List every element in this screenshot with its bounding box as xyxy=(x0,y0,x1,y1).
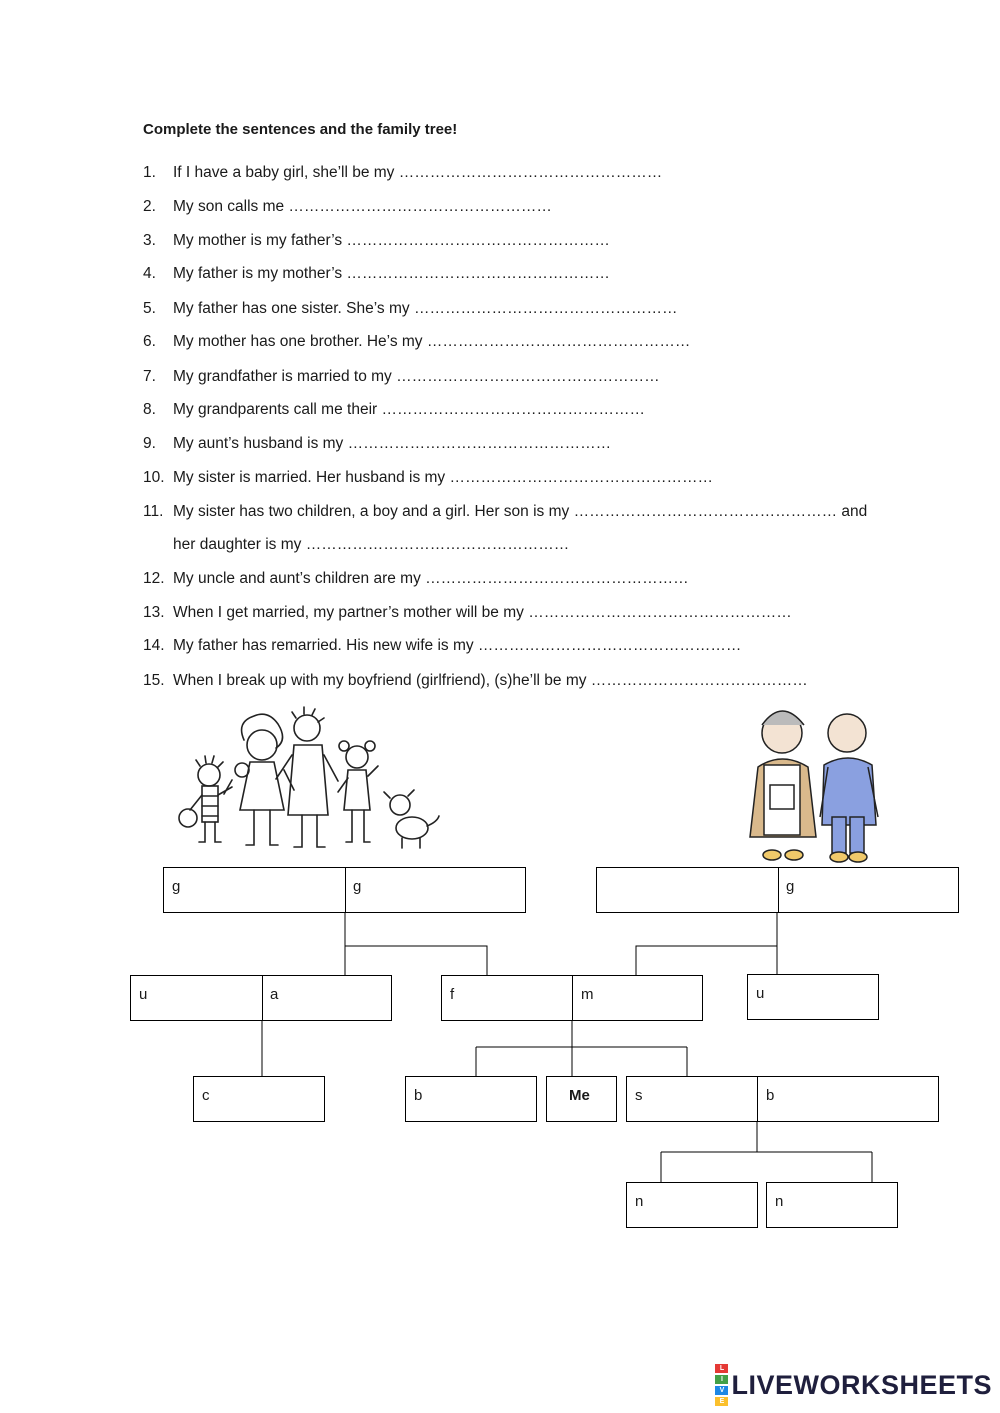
answer-blank[interactable]: …………………………………………… xyxy=(477,637,742,654)
grandparent-right-2-field[interactable]: g xyxy=(786,878,795,895)
answer-blank[interactable]: …………………………………………… xyxy=(288,198,552,215)
uncle-aunt-box xyxy=(130,975,392,1021)
me-box xyxy=(546,1076,617,1122)
question-text: If I have a baby girl, she’ll be my xyxy=(173,164,399,181)
answer-blank[interactable]: …………………………………………… xyxy=(413,300,678,317)
brother-field[interactable]: b xyxy=(414,1087,423,1104)
answer-blank[interactable]: …………………………………………… xyxy=(449,469,713,486)
sister-field[interactable]: s xyxy=(635,1087,643,1104)
question-text: My aunt’s husband is my xyxy=(173,435,348,452)
question-text: My son calls me xyxy=(173,198,289,215)
cousin-field[interactable]: c xyxy=(202,1087,210,1104)
parents-box xyxy=(441,975,703,1021)
question-number: 7. xyxy=(143,368,156,385)
brand-name: LIVEWORKSHEETS xyxy=(731,1369,992,1400)
question-number: 1. xyxy=(143,164,156,181)
question-text: My mother has one brother. He’s my xyxy=(173,333,427,350)
badge-letter-e: E xyxy=(715,1397,728,1406)
mother-field[interactable]: m xyxy=(581,986,594,1003)
question-text: My sister is married. Her husband is my xyxy=(173,469,450,486)
question-number: 8. xyxy=(143,401,156,418)
sister-couple-box xyxy=(626,1076,939,1122)
question-number: 14. xyxy=(143,637,165,654)
question-number: 6. xyxy=(143,333,156,350)
badge-letter-v: V xyxy=(715,1386,728,1395)
question-text: When I break up with my boyfriend (girlfriend), (s)he’ll be my xyxy=(173,672,591,689)
question-number: 4. xyxy=(143,265,156,282)
answer-blank[interactable]: …………………………………………… xyxy=(347,435,612,452)
answer-blank[interactable]: …………………………………………… xyxy=(346,265,610,282)
answer-blank[interactable]: …………………………………… xyxy=(590,672,808,689)
answer-blank[interactable]: …………………………………………… and xyxy=(573,503,868,520)
question-text: her daughter is my xyxy=(173,536,306,553)
answer-blank[interactable]: …………………………………………… xyxy=(396,368,660,385)
badge-letter-i: I xyxy=(715,1375,728,1384)
question-text: My father is my mother’s xyxy=(173,265,347,282)
grandparents-left-box xyxy=(163,867,526,913)
question-number: 5. xyxy=(143,300,156,317)
question-text: My father has one sister. She’s my xyxy=(173,300,414,317)
aunt-field[interactable]: a xyxy=(270,986,279,1003)
question-number: 12. xyxy=(143,570,165,587)
answer-blank[interactable]: …………………………………………… xyxy=(398,164,663,181)
question-number: 15. xyxy=(143,672,165,689)
question-number: 10. xyxy=(143,469,165,486)
uncle-right-box xyxy=(747,974,879,1020)
liveworksheets-logo xyxy=(715,1363,992,1407)
live-badge-icon xyxy=(715,1363,728,1407)
niece-box xyxy=(766,1182,898,1228)
brother-box xyxy=(405,1076,537,1122)
answer-blank[interactable]: …………………………………………… xyxy=(426,333,691,350)
uncle-right-field[interactable]: u xyxy=(756,985,765,1002)
badge-letter-l: L xyxy=(715,1364,728,1373)
question-text: My grandparents call me their xyxy=(173,401,382,418)
question-text: My sister has two children, a boy and a girl. Her son is my xyxy=(173,503,574,520)
question-number: 11. xyxy=(143,503,164,520)
question-text: My grandfather is married to my xyxy=(173,368,397,385)
answer-blank[interactable]: …………………………………………… xyxy=(425,570,689,587)
nephew-field[interactable]: n xyxy=(635,1193,644,1210)
cousin-box xyxy=(193,1076,325,1122)
grandparent-left-1-field[interactable]: g xyxy=(172,878,181,895)
question-text: My father has remarried. His new wife is my xyxy=(173,637,478,654)
question-text: My uncle and aunt’s children are my xyxy=(173,570,426,587)
answer-blank[interactable]: …………………………………………… xyxy=(305,536,570,553)
father-field[interactable]: f xyxy=(450,986,455,1003)
grandparent-left-2-field[interactable]: g xyxy=(353,878,362,895)
nephew-box xyxy=(626,1182,758,1228)
me-label: Me xyxy=(569,1087,590,1104)
answer-blank[interactable]: …………………………………………… xyxy=(381,401,645,418)
question-text: My mother is my father’s xyxy=(173,232,347,249)
question-number: 3. xyxy=(143,232,156,249)
question-text: When I get married, my partner’s mother will be my xyxy=(173,604,529,621)
answer-blank[interactable]: …………………………………………… xyxy=(346,232,610,249)
worksheet-title: Complete the sentences and the family tree! xyxy=(143,121,458,138)
grandparents-right-box xyxy=(596,867,959,913)
question-number: 9. xyxy=(143,435,156,452)
uncle-left-field[interactable]: u xyxy=(139,986,148,1003)
brother-in-law-field[interactable]: b xyxy=(766,1087,775,1104)
niece-field[interactable]: n xyxy=(775,1193,784,1210)
question-number: 13. xyxy=(143,604,165,621)
answer-blank[interactable]: …………………………………………… xyxy=(528,604,792,621)
question-number: 2. xyxy=(143,198,156,215)
